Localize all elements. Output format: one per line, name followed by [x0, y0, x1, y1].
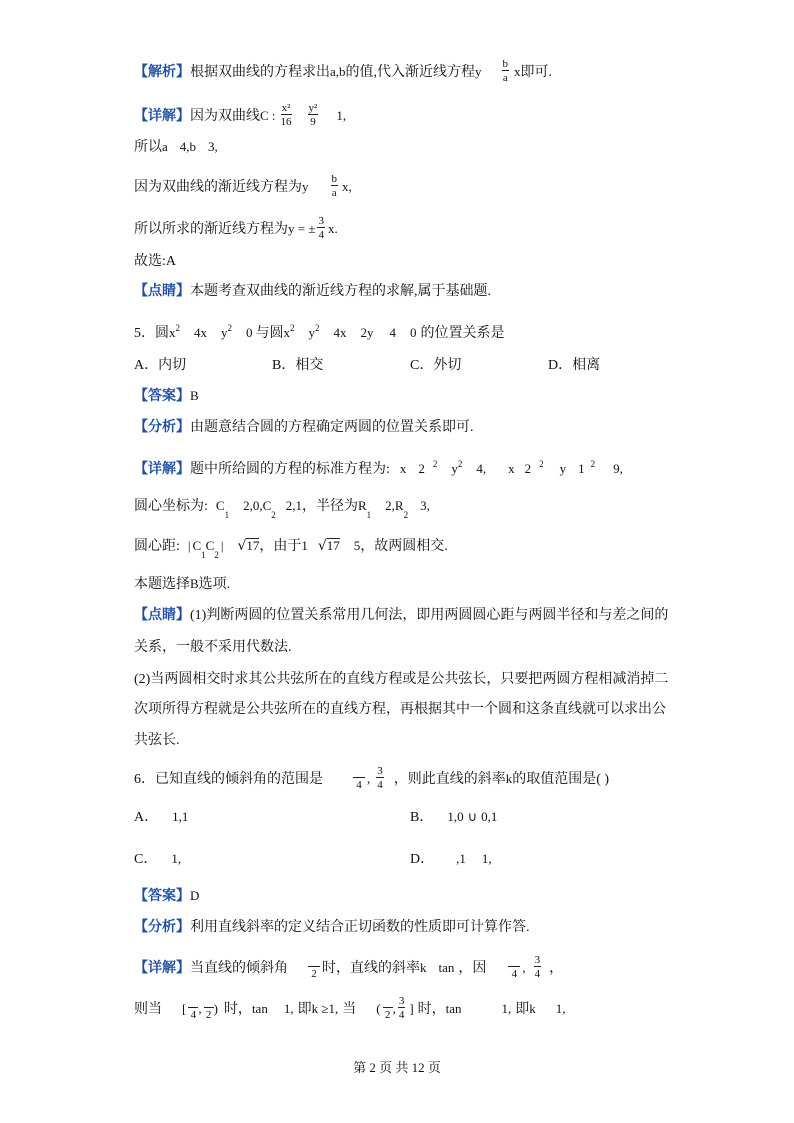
fraction-denominator: 4	[534, 968, 541, 980]
detail-tag: 【详解】	[134, 961, 190, 976]
math-text: tan	[438, 960, 455, 975]
fraction-numerator: 3	[398, 995, 405, 1007]
math-text: y	[559, 461, 567, 476]
subscript: 2	[214, 550, 219, 560]
body-text: 即	[297, 1002, 312, 1017]
body-text: ，则此直线的斜率	[393, 772, 506, 787]
body-text: 时，直线的斜率	[322, 961, 420, 976]
fraction-denominator: a	[502, 72, 508, 84]
option-c	[134, 849, 181, 873]
text-line	[134, 574, 230, 598]
text-line	[134, 700, 666, 723]
fraction	[383, 996, 393, 1021]
fraction-denominator: 9	[310, 116, 316, 128]
radical-sign: √	[317, 538, 327, 554]
option-c	[410, 356, 461, 379]
bracket: )	[213, 1001, 218, 1016]
math-text: D	[190, 888, 200, 903]
math-text: k	[529, 1001, 536, 1016]
math-text: a	[162, 139, 168, 154]
superscript: 2	[590, 459, 596, 469]
question-5	[134, 318, 505, 347]
superscript: 2	[315, 323, 320, 333]
math-text: 2,0,C	[243, 498, 272, 513]
body-text: 的值,代入渐近线方程	[345, 65, 476, 80]
superscript: 2	[290, 323, 295, 333]
option-text: A．内切	[134, 358, 187, 373]
fraction-numerator: b	[502, 58, 509, 70]
math-text: x	[399, 461, 407, 476]
fraction	[308, 102, 319, 128]
math-text: 2,R	[385, 498, 404, 513]
fraction-numerator: 3	[318, 215, 324, 227]
math-text: 1,	[501, 1001, 512, 1016]
fraction	[502, 58, 510, 84]
body-text: 的取值范围是( )	[512, 772, 610, 787]
fraction	[508, 955, 520, 980]
body-text: ，由于	[259, 539, 302, 554]
math-text: C	[215, 498, 225, 513]
comment-line	[134, 282, 491, 305]
fraction	[188, 996, 198, 1021]
math-text: 1	[301, 538, 308, 553]
superscript: 2	[175, 323, 180, 333]
math-text: 1,	[283, 1001, 294, 1016]
analysis-tag: 【分析】	[134, 420, 190, 435]
fraction	[376, 765, 384, 791]
body-text: 所以	[134, 140, 162, 155]
option-label: D．	[410, 852, 435, 867]
body-text: 本题考查双曲线的渐近线方程的求解,属于基础题.	[190, 284, 491, 299]
fraction	[308, 955, 320, 980]
math-text: 2	[524, 461, 532, 476]
math-text: 1,	[336, 108, 347, 123]
math-text: 0	[410, 325, 417, 340]
subscript: 1	[201, 550, 206, 560]
math-text: 3,	[420, 498, 430, 513]
analysis-tag: 【分析】	[134, 920, 190, 935]
math-text: B	[190, 388, 199, 403]
question-6	[134, 765, 609, 793]
math-text: ,1	[456, 851, 466, 866]
fraction	[331, 173, 339, 199]
math-text: 0,1	[481, 809, 498, 824]
fraction-numerator: x²	[281, 102, 291, 114]
fraction-denominator: 4	[356, 779, 362, 791]
math-text: 4	[389, 325, 396, 340]
math-text: x	[514, 64, 521, 79]
answer-line	[134, 386, 199, 410]
text-line	[134, 215, 338, 243]
body-text: 圆心坐标为:	[134, 499, 208, 514]
fraction-numerator: 3	[534, 954, 541, 966]
body-text: (2)当两圆相交时求其公共弦所在的直线方程或是公共弦长，只要把两圆方程相减消掉二	[134, 672, 669, 687]
body-text: 当直线的倾斜角	[190, 961, 288, 976]
body-text: ，故两圆相交.	[360, 539, 448, 554]
body-text: 关系，一般不采用代数法.	[134, 640, 292, 655]
math-text: 2,1	[285, 498, 302, 513]
body-text: 次项所得方程就是公共弦所在的直线方程，再根据其中一个圆和这条直线就可以求出公	[134, 702, 666, 717]
fraction	[317, 215, 325, 241]
text-line	[134, 731, 180, 754]
body-text: 由题意结合圆的方程确定两圆的位置关系即可.	[190, 420, 474, 435]
body-text: 因为双曲线的渐近线方程为	[134, 180, 302, 195]
body-text: 即可.	[520, 65, 553, 80]
abs-bar: |	[187, 538, 191, 553]
fraction-denominator: 4	[398, 1009, 405, 1021]
subscript: 2	[403, 510, 409, 520]
detail-line	[134, 454, 623, 483]
fraction-denominator: 2	[311, 968, 317, 980]
math-text: ,	[367, 771, 371, 786]
fraction	[353, 766, 365, 791]
option-text: D．相离	[548, 358, 601, 373]
math-text: x	[508, 461, 515, 476]
fraction-denominator: 2	[205, 1009, 212, 1021]
option-b	[410, 807, 497, 831]
superscript: 2	[432, 459, 438, 469]
math-text: 4x	[333, 325, 347, 340]
math-text: ,	[392, 1001, 396, 1016]
text-line	[134, 173, 352, 201]
body-text: 与圆	[255, 326, 284, 341]
math-text: y	[221, 325, 228, 340]
detail-tag: 【详解】	[134, 109, 190, 124]
body-text: ，因	[458, 961, 487, 976]
math-text: y = ±	[288, 221, 316, 236]
union-symbol: ∪	[467, 809, 478, 824]
radicand: 17	[326, 538, 340, 553]
fraction	[398, 995, 406, 1021]
body-text: 时，	[417, 1002, 446, 1017]
fraction	[534, 954, 542, 980]
body-text: 时，	[223, 1002, 252, 1017]
subscript: 2	[271, 510, 276, 520]
superscript: 2	[539, 459, 544, 469]
math-text: y	[475, 64, 482, 79]
analysis-tag: 【解析】	[134, 65, 190, 80]
option-label: A．	[134, 810, 159, 825]
page-footer: 第 2 页 共 12 页	[353, 1060, 441, 1075]
math-text: 1,	[555, 1001, 566, 1016]
option-a	[134, 356, 186, 379]
fraction-numerator	[204, 996, 214, 1008]
fraction-numerator	[353, 766, 365, 778]
text-line	[134, 252, 176, 275]
option-text: B．相交	[272, 358, 324, 373]
body-text: ，	[549, 961, 564, 976]
fraction-denominator: 16	[280, 116, 292, 128]
option-b	[272, 356, 323, 379]
option-d	[548, 356, 600, 379]
body-text: 当	[342, 1002, 357, 1017]
fraction-numerator	[308, 955, 320, 967]
fraction-denominator: 4	[318, 229, 324, 241]
math-text: C :	[260, 108, 276, 123]
detail-tag: 【详解】	[134, 462, 190, 477]
body-text: 选项.	[198, 577, 231, 592]
math-text: x.	[327, 221, 338, 236]
body-text: 即	[515, 1002, 530, 1017]
math-text: x,	[342, 179, 352, 194]
abs-bar: |	[220, 538, 224, 553]
superscript: 2	[457, 459, 463, 469]
text-line	[134, 137, 218, 161]
radical-sign: √	[237, 538, 247, 554]
math-text: x	[169, 325, 176, 340]
math-text: ,	[198, 1001, 202, 1016]
fraction-denominator: a	[331, 187, 337, 199]
body-text: 的位置关系是	[420, 326, 505, 341]
body-text: 本题选择	[134, 577, 190, 592]
detail-line	[134, 102, 346, 130]
math-text: tan	[251, 1001, 268, 1016]
fraction-numerator	[383, 996, 393, 1008]
option-a	[134, 807, 188, 831]
math-text: 0	[246, 325, 253, 340]
fraction-denominator: 4	[511, 968, 518, 980]
math-text: 1,	[481, 851, 492, 866]
fraction-denominator: 4	[377, 779, 383, 791]
math-text: 9,	[613, 461, 623, 476]
body-text: 圆心距:	[134, 539, 180, 554]
fraction-numerator	[508, 955, 520, 967]
fraction-denominator: 2	[384, 1009, 391, 1021]
math-text: 1,0	[447, 809, 464, 824]
body-text: (1)判断两圆的位置关系常用几何法，即用两圆圆心距与两圆半径和与差之间的	[190, 608, 669, 623]
math-text: C	[192, 538, 202, 553]
fraction-numerator	[188, 996, 198, 1008]
math-text: 4x	[194, 325, 207, 340]
analysis-line	[134, 58, 552, 86]
body-text: 则当	[134, 1002, 162, 1017]
body-text: 因为双曲线	[190, 109, 260, 124]
math-text: y	[451, 461, 458, 476]
text-line	[134, 995, 566, 1023]
math-text: 4,b	[179, 139, 197, 154]
analysis-line	[134, 418, 474, 441]
detail-line	[134, 954, 563, 982]
math-text: k	[420, 960, 427, 975]
fraction	[204, 996, 214, 1021]
fraction	[281, 102, 292, 128]
text-line	[134, 536, 448, 565]
subscript: 1	[366, 510, 372, 520]
math-text: R	[357, 498, 367, 513]
body-text: 6．已知直线的倾斜角的范围是	[134, 772, 323, 787]
math-text: 2	[418, 461, 425, 476]
body-text: ，半径为	[301, 499, 358, 514]
body-text: 根据双曲线的方程求出	[190, 65, 330, 80]
math-text: B	[190, 576, 199, 591]
math-text: ,	[522, 960, 526, 975]
bracket: [	[182, 1001, 187, 1016]
math-text: a,b	[330, 64, 346, 79]
math-text: k ≥1,	[311, 1001, 339, 1016]
answer-line	[134, 886, 199, 910]
math-text: 4,	[476, 461, 487, 476]
radicand: 17	[246, 538, 260, 553]
body-text: 所以所求的渐近线方程为	[134, 222, 288, 237]
option-label: C．	[134, 852, 158, 867]
math-text: 5	[353, 538, 361, 553]
body-text: 共弦长.	[134, 733, 180, 748]
fraction-denominator: 4	[190, 1009, 197, 1021]
analysis-line	[134, 918, 530, 941]
fraction-numerator: y²	[308, 102, 318, 114]
math-text: 1	[578, 461, 585, 476]
math-text: tan	[445, 1001, 462, 1016]
answer-tag: 【答案】	[134, 889, 190, 904]
math-text: C	[205, 538, 215, 553]
math-text: k	[505, 771, 513, 786]
math-text: 1,1	[172, 809, 189, 824]
math-text: 1,	[171, 851, 182, 866]
body-text: 故选:A	[134, 254, 176, 269]
math-text: 2y	[360, 325, 374, 340]
comment-tag: 【点睛】	[134, 608, 190, 623]
option-label: B．	[410, 810, 434, 825]
superscript: 2	[227, 323, 232, 333]
math-text: 3,	[208, 139, 218, 154]
text-line	[134, 670, 668, 693]
math-text: y	[302, 179, 309, 194]
body-text: 题中所给圆的方程的标准方程为:	[190, 462, 390, 477]
math-text: x	[283, 325, 290, 340]
body-text: 5．圆	[134, 326, 169, 341]
body-text: 利用直线斜率的定义结合正切函数的性质即可计算作答.	[190, 920, 530, 935]
option-d	[410, 849, 492, 873]
text-line	[134, 638, 292, 661]
bracket: (	[376, 1001, 381, 1016]
fraction-numerator: b	[331, 173, 337, 185]
comment-tag: 【点睛】	[134, 284, 190, 299]
answer-tag: 【答案】	[134, 389, 190, 404]
math-text: y	[308, 325, 315, 340]
comment-line	[134, 606, 668, 629]
subscript: 1	[224, 510, 230, 520]
bracket: ]	[409, 1001, 414, 1016]
option-text: C．外切	[410, 358, 462, 373]
fraction-numerator: 3	[377, 765, 383, 777]
text-line	[134, 496, 430, 525]
